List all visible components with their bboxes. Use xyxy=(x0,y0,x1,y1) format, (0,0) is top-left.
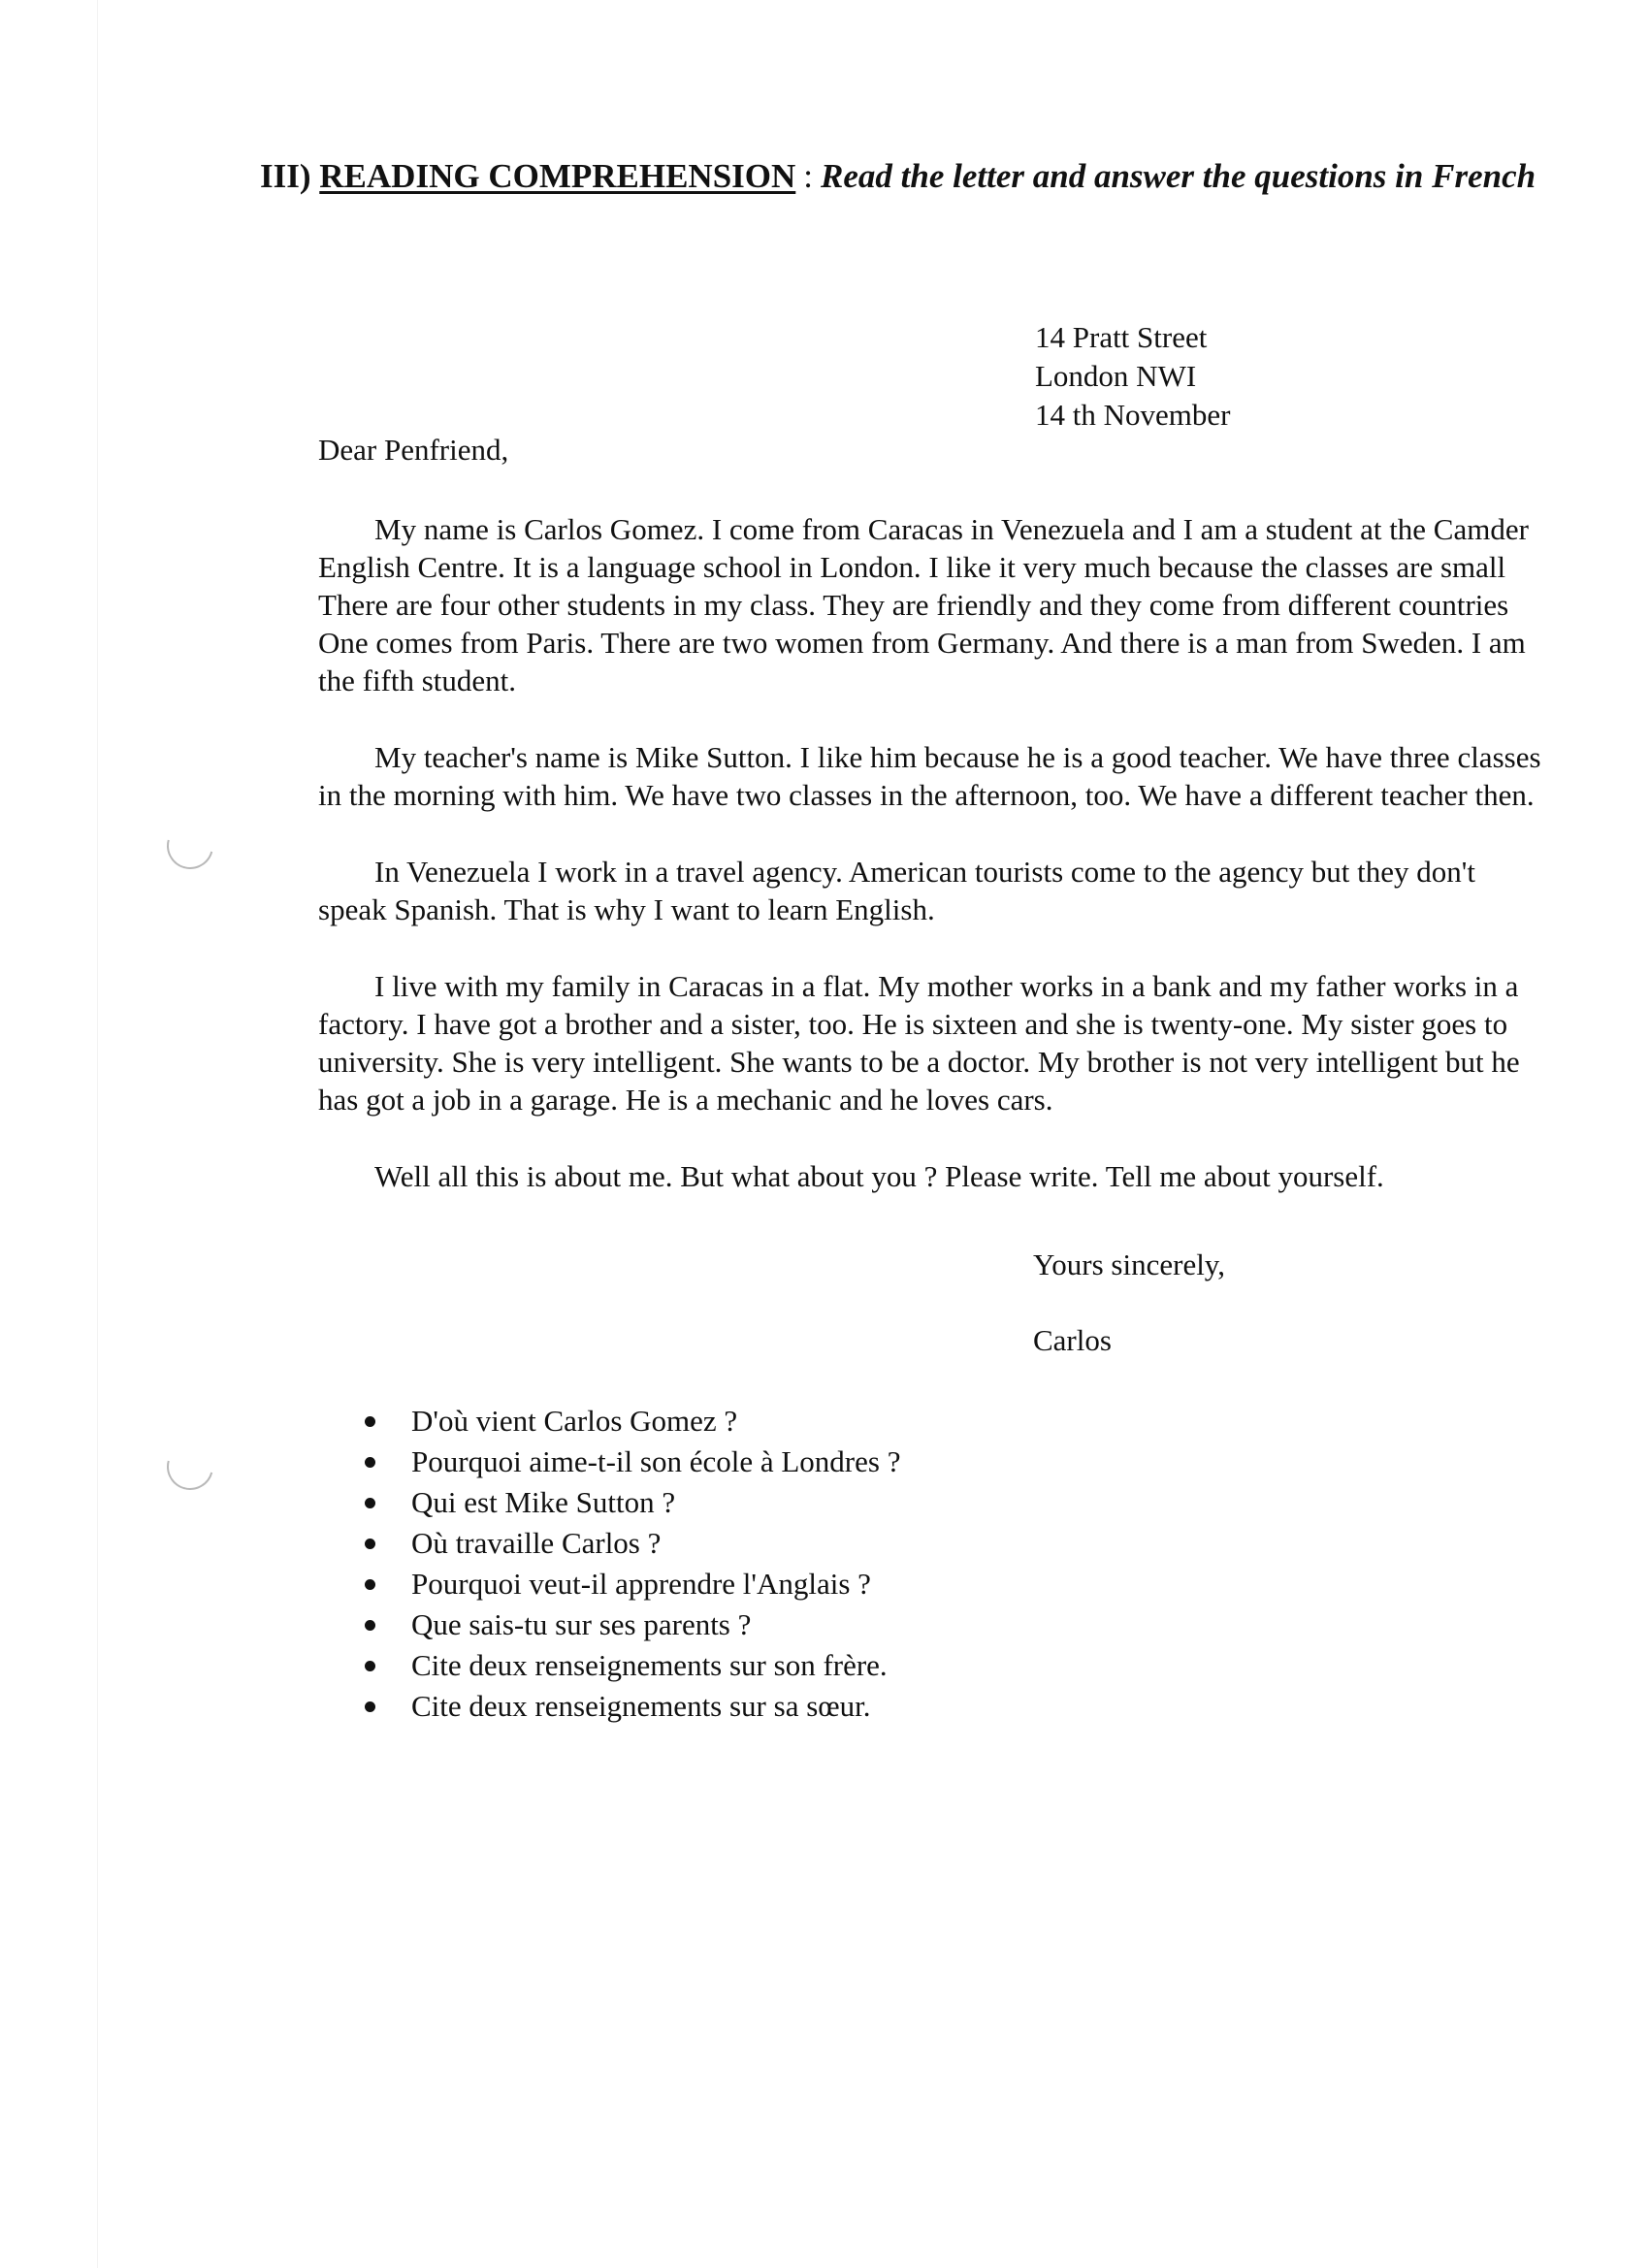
question-text: Pourquoi aime-t-il son école à Londres ? xyxy=(411,1444,901,1478)
question-item xyxy=(365,1401,900,1442)
bullet-icon xyxy=(365,1416,375,1427)
question-text: Cite deux renseignements sur son frère. xyxy=(411,1648,888,1682)
question-list xyxy=(365,1401,900,1727)
letter-greeting: Dear Penfriend, xyxy=(318,433,509,467)
heading-separator: : xyxy=(803,157,814,195)
question-item xyxy=(365,1482,900,1523)
question-item xyxy=(365,1564,900,1604)
letter-body xyxy=(318,510,1649,1234)
punch-hole-mark xyxy=(158,814,222,878)
question-text: Où travaille Carlos ? xyxy=(411,1526,662,1560)
letter-paragraph: My name is Carlos Gomez. I come from Caracas in Venezuela and I am a student at the Camder English Centre. It is a language school in London. I like it very much because the classes are small There are four other students in my class. They are friendly and they come from different countries One comes from Paris. There are two women from Germany. And there is a man from Sweden. I am the fifth student. xyxy=(318,512,1529,697)
section-number: III) xyxy=(260,157,311,195)
letter-signature: Carlos xyxy=(1033,1323,1112,1357)
letter-closing: Yours sincerely, xyxy=(1033,1247,1226,1281)
punch-hole-mark xyxy=(158,1435,222,1499)
address-street: 14 Pratt Street xyxy=(1035,320,1208,354)
question-text: Que sais-tu sur ses parents ? xyxy=(411,1607,752,1641)
section-heading xyxy=(260,157,1536,196)
question-item xyxy=(365,1523,900,1564)
bullet-icon xyxy=(365,1457,375,1468)
letter-paragraph: I live with my family in Caracas in a flat. My mother works in a bank and my father works in a factory. I have got a brother and a sister, too. He is sixteen and she is twenty-one. My sister goes to university. She is very intelligent. She wants to be a doctor. My brother is not very intelligent but he has got a job in a garage. He is a mechanic and he loves cars. xyxy=(318,969,1520,1117)
letter-paragraph: In Venezuela I work in a travel agency. American tourists come to the agency but they don't speak Spanish. That is why I want to learn English. xyxy=(318,855,1475,926)
question-text: Qui est Mike Sutton ? xyxy=(411,1485,676,1519)
address-city: London NWI xyxy=(1035,359,1197,393)
letter-paragraph: My teacher's name is Mike Sutton. I like him because he is a good teacher. We have three classes in the morning with him. We have two classes in the afternoon, too. We have a different teacher then. xyxy=(318,740,1541,812)
scan-edge-line xyxy=(97,0,98,2268)
bullet-icon xyxy=(365,1498,375,1508)
section-title: READING COMPREHENSION xyxy=(319,157,796,195)
bullet-icon xyxy=(365,1701,375,1712)
question-item xyxy=(365,1686,900,1727)
question-text: D'où vient Carlos Gomez ? xyxy=(411,1404,738,1438)
sender-address xyxy=(1035,318,1230,435)
question-text: Cite deux renseignements sur sa sœur. xyxy=(411,1689,871,1723)
question-text: Pourquoi veut-il apprendre l'Anglais ? xyxy=(411,1567,871,1601)
section-instruction: Read the letter and answer the questions in French xyxy=(821,157,1536,195)
bullet-icon xyxy=(365,1539,375,1549)
bullet-icon xyxy=(365,1579,375,1590)
question-item xyxy=(365,1442,900,1482)
question-item xyxy=(365,1604,900,1645)
bullet-icon xyxy=(365,1620,375,1631)
question-item xyxy=(365,1645,900,1686)
bullet-icon xyxy=(365,1661,375,1671)
letter-date: 14 th November xyxy=(1035,398,1231,432)
letter-paragraph: Well all this is about me. But what about you ? Please write. Tell me about yourself. xyxy=(374,1159,1384,1193)
